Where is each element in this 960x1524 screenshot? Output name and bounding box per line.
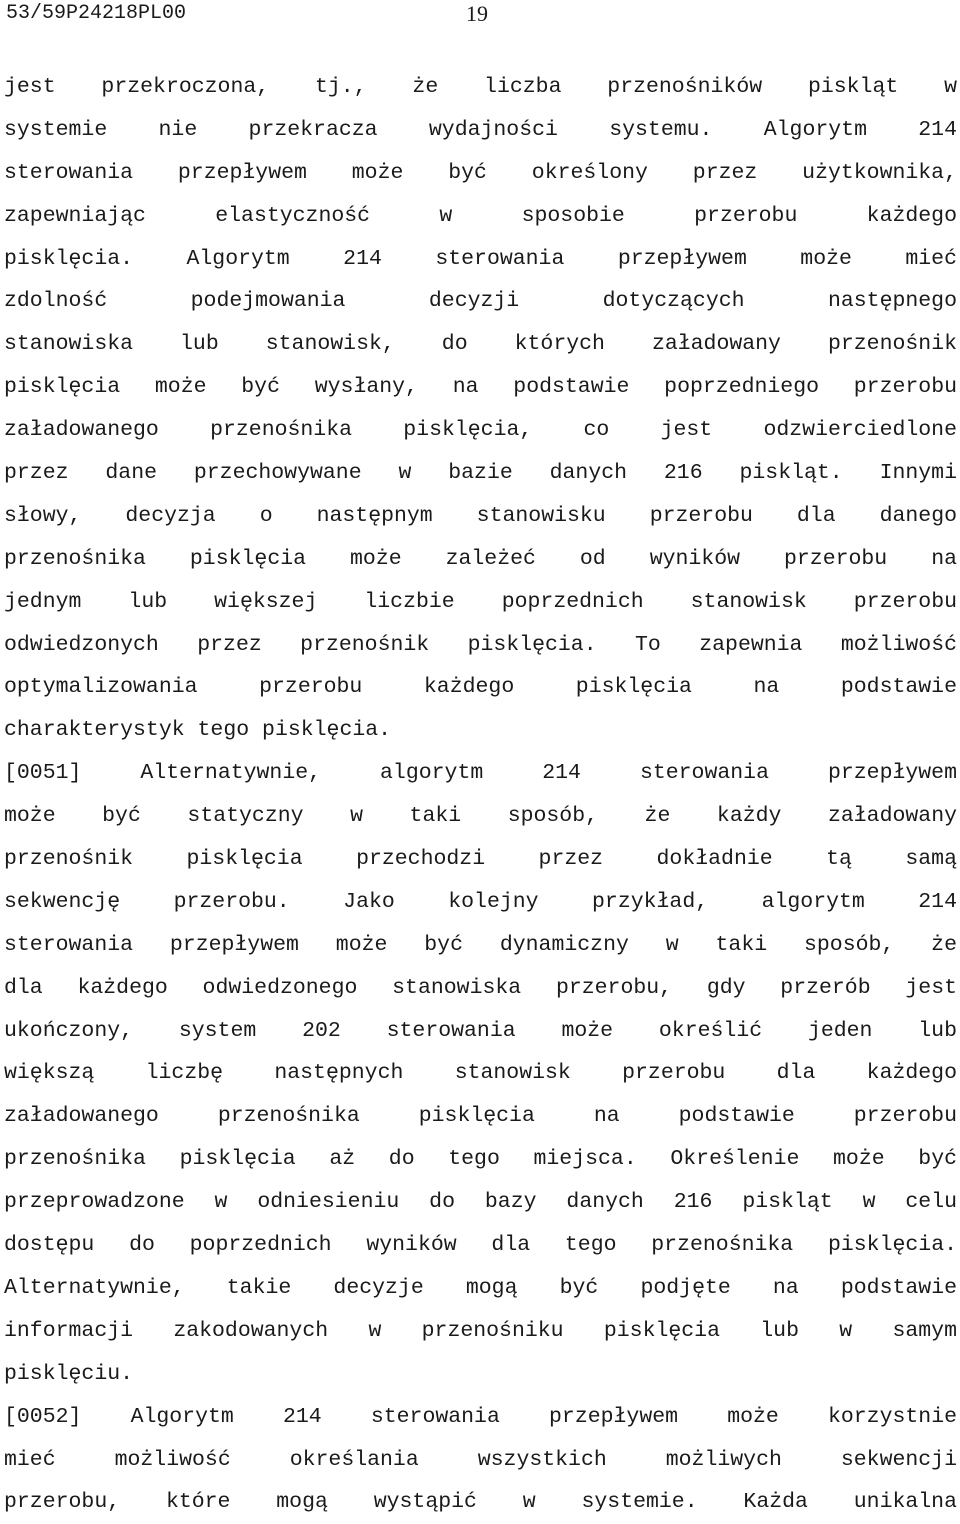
text-line: zapewniając elastyczność w sposobie przerobu każdego [4,203,957,228]
text-line: charakterystyk tego pisklęcia. [4,718,392,743]
text-line: załadowanego przenośnika pisklęcia, co jest odzwierciedlone [4,418,957,443]
text-line: przez dane przechowywane w bazie danych 216 piskląt. Innymi [4,461,957,486]
text-line: sterowania przepływem może być określony przez użytkownika, [4,160,957,185]
page-number: 19 [466,1,488,26]
text-line: pisklęciu. [4,1361,134,1386]
text-line: jednym lub większej liczbie poprzednich stanowisk przerobu [4,589,957,614]
text-line: dostępu do poprzednich wyników dla tego przenośnika pisklęcia. [4,1233,957,1258]
text-line: przerobu, które mogą wystąpić w systemie. Każda unikalna [4,1490,957,1515]
text-line: przeprowadzone w odniesieniu do bazy danych 216 piskląt w celu [4,1190,957,1215]
text-line: większą liczbę następnych stanowisk przerobu dla każdego [4,1061,957,1086]
text-line: przenośnika pisklęcia aż do tego miejsca. Określenie może być [4,1147,957,1172]
text-line: pisklęcia może być wysłany, na podstawie poprzedniego przerobu [4,375,957,400]
document-id: 53/59P24218PL00 [6,2,187,25]
text-line: sterowania przepływem może być dynamiczny w taki sposób, że [4,932,957,957]
text-line: przenośnik pisklęcia przechodzi przez dokładnie tą samą [4,847,957,872]
page-header [0,0,960,30]
text-line: informacji zakodowanych w przenośniku pisklęcia lub w samym [4,1318,957,1343]
text-line: dla każdego odwiedzonego stanowiska przerobu, gdy przerób jest [4,975,957,1000]
text-line: optymalizowania przerobu każdego pisklęcia na podstawie [4,675,957,700]
text-line: może być statyczny w taki sposób, że każdy załadowany [4,804,957,829]
text-line: [0051] Alternatywnie, algorytm 214 sterowania przepływem [4,761,957,786]
text-line: odwiedzonych przez przenośnik pisklęcia. To zapewnia możliwość [4,632,957,657]
text-line: sekwencję przerobu. Jako kolejny przykład, algorytm 214 [4,889,957,914]
body-text [4,66,957,1524]
text-line: ukończony, system 202 sterowania może określić jeden lub [4,1018,957,1043]
text-line: zdolność podejmowania decyzji dotyczących następnego [4,289,957,314]
text-line: pisklęcia. Algorytm 214 sterowania przepływem może mieć [4,246,957,271]
text-line: [0052] Algorytm 214 sterowania przepływem może korzystnie [4,1404,957,1429]
text-line: załadowanego przenośnika pisklęcia na podstawie przerobu [4,1104,957,1129]
text-line: mieć możliwość określania wszystkich możliwych sekwencji [4,1447,957,1472]
text-line: słowy, decyzja o następnym stanowisku przerobu dla danego [4,503,957,528]
text-line: Alternatywnie, takie decyzje mogą być podjęte na podstawie [4,1275,957,1300]
text-line: jest przekroczona, tj., że liczba przenośników piskląt w [4,75,957,99]
text-line: przenośnika pisklęcia może zależeć od wyników przerobu na [4,546,957,571]
text-line: stanowiska lub stanowisk, do których załadowany przenośnik [4,332,957,357]
text-line: systemie nie przekracza wydajności systemu. Algorytm 214 [4,117,957,142]
